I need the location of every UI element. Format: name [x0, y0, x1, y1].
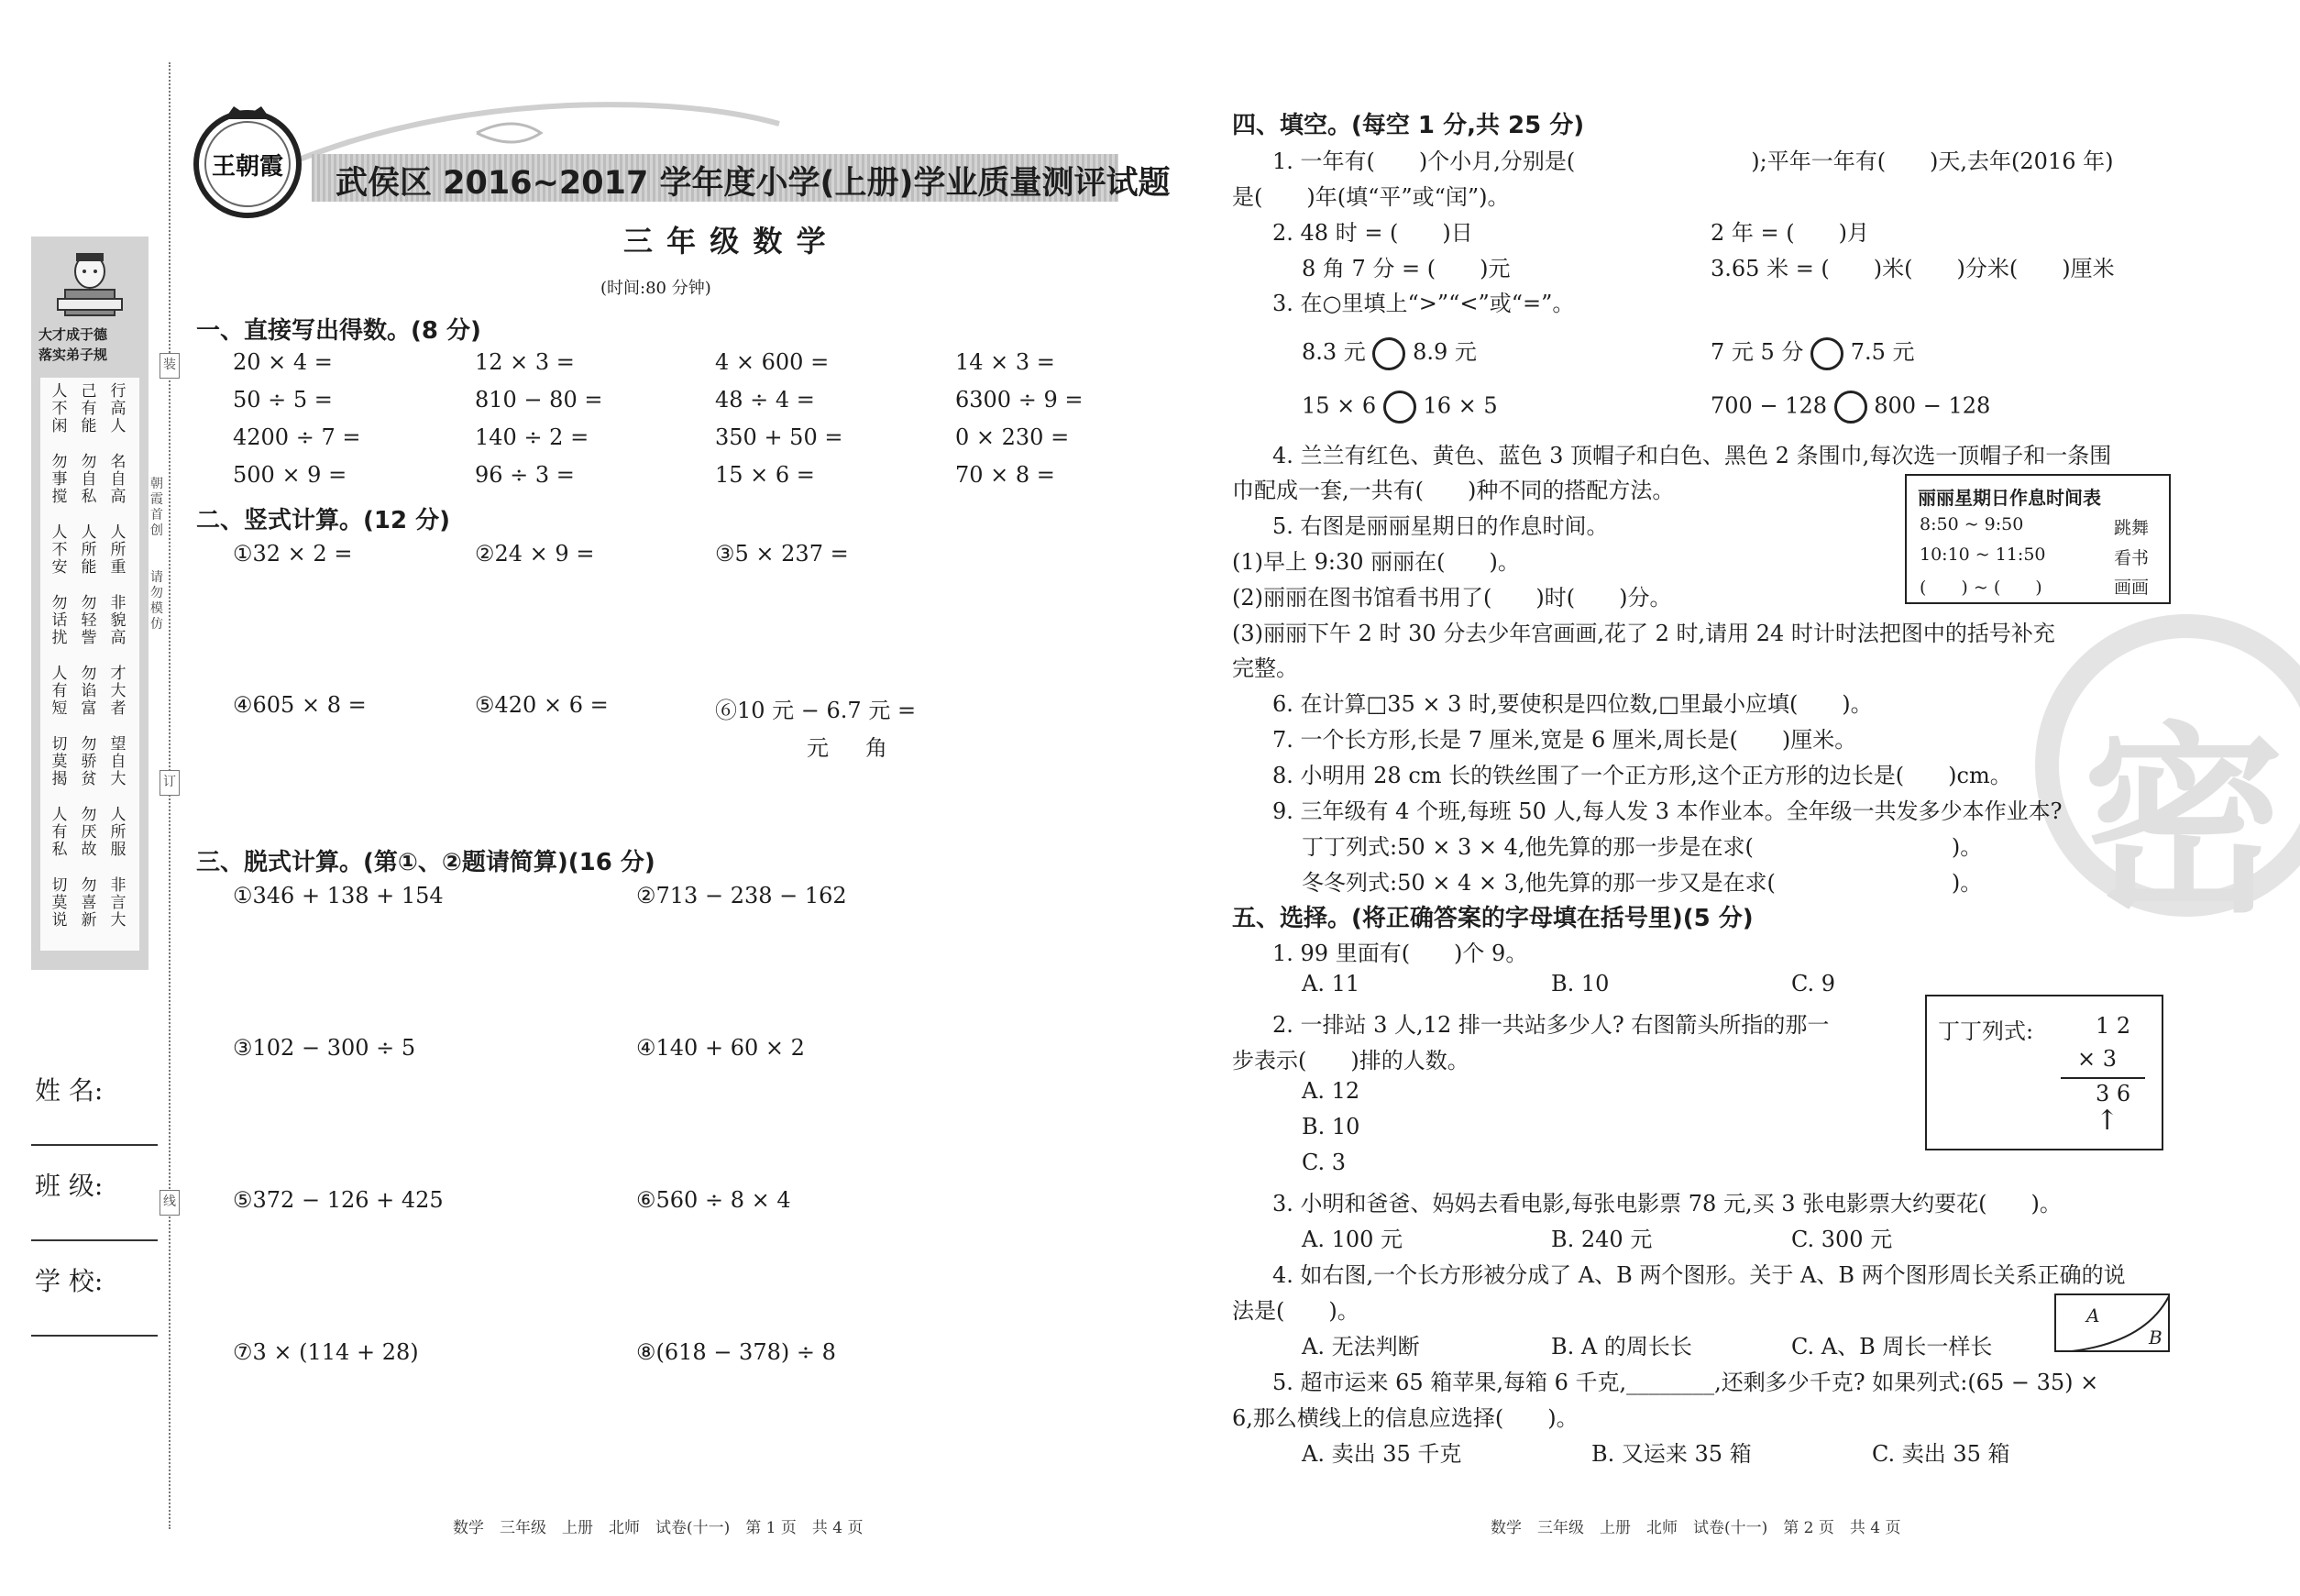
motto-column: 切莫说: [51, 876, 68, 930]
scholar-figure-icon: [49, 246, 131, 324]
motto-column: 勿事搅: [51, 453, 68, 506]
s2-item-2: ②24 × 9 =: [475, 541, 595, 567]
s5-q3-opt-b: B. 240 元: [1551, 1227, 1653, 1252]
footer-page2: 数学 三年级 上册 北师 试卷(十一) 第 2 页 共 4 页: [1491, 1519, 1901, 1537]
s5-q5-line1: 5. 超市运来 65 箱苹果,每箱 6 千克,________,还剩多少千克? 如果列式:(65 − 35) ×: [1272, 1370, 2099, 1395]
compare-1-right: 8.9 元: [1413, 339, 1477, 365]
motto-column: 勿谄富: [81, 665, 97, 718]
compare-2-right: 7.5 元: [1850, 339, 1915, 365]
compare-1-circle[interactable]: [1372, 337, 1405, 370]
section2-title: 二、竖式计算。(12 分): [196, 507, 450, 534]
s1-item: 4 × 600 =: [715, 349, 830, 375]
s5-q4-opt-a: A. 无法判断: [1302, 1334, 1420, 1359]
s4-q5: 5. 右图是丽丽星期日的作息时间。: [1272, 513, 1609, 539]
rectangle-ab-figure: [2053, 1293, 2173, 1355]
s5-q4-line2: 法是( )。: [1232, 1298, 1359, 1324]
s4-q5-3-line1: (3)丽丽下午 2 时 30 分去少年宫画画,花了 2 时,请用 24 时计时法把图中的括号补充: [1232, 621, 2055, 646]
ding-product: 3 6: [2096, 1081, 2131, 1106]
schedule-activity-2: 看书: [2114, 548, 2150, 568]
s4-q9: 9. 三年级有 4 个班,每班 50 人,每人发 3 本作业本。全年级一共发多少本作业本?: [1272, 798, 2063, 824]
s4-q3-compare-4: [1711, 391, 1990, 424]
schedule-time-3: ( ) ~ ( ): [1920, 578, 2042, 598]
section3-title: 三、脱式计算。(第①、②题请简算)(16 分): [196, 849, 655, 876]
s5-q5-opt-b: B. 又运来 35 箱: [1591, 1441, 1752, 1467]
ding-calc-line: [2061, 1077, 2145, 1079]
class-input-line[interactable]: [31, 1239, 158, 1241]
s3-item-1: ①346 + 138 + 154: [233, 883, 444, 908]
binding-dotted-line: [169, 62, 171, 1529]
s1-item: 4200 ÷ 7 =: [233, 424, 361, 450]
school-input-line[interactable]: [31, 1335, 158, 1337]
s3-item-5: ⑤372 − 126 + 425: [233, 1187, 444, 1213]
compare-4-circle[interactable]: [1834, 391, 1867, 424]
motto-column: 人所能: [81, 523, 97, 577]
motto-column: 勿自私: [81, 453, 97, 506]
schedule-time-1: 8:50 ~ 9:50: [1920, 514, 2024, 534]
s4-q3-compare-1: [1302, 334, 1477, 370]
s1-item: 20 × 4 =: [233, 349, 333, 375]
motto-column: 勿话扰: [51, 594, 68, 647]
s4-q8: 8. 小明用 28 cm 长的铁丝围了一个正方形,这个正方形的边长是( )cm。: [1272, 763, 2012, 788]
s3-item-2: ②713 − 238 − 162: [636, 883, 847, 908]
motto-column: 非貌高: [110, 594, 127, 647]
ding-arrow-icon: ↑: [2096, 1105, 2119, 1137]
logo-text: 王朝霞: [211, 153, 284, 181]
schedule-table: [1905, 474, 2171, 604]
motto-column: 人所服: [110, 806, 127, 859]
motto-column: 切莫揭: [51, 735, 68, 788]
s5-q4-opt-b: B. A 的周长长: [1551, 1334, 1692, 1359]
s4-q3: 3. 在○里填上“>”“<”或“=”。: [1272, 291, 1575, 316]
s2-item-4: ④605 × 8 =: [233, 692, 367, 718]
motto-line-2: 落实弟子规: [39, 347, 108, 363]
name-input-line[interactable]: [31, 1144, 158, 1146]
seal-xian: 线: [160, 1190, 180, 1216]
s1-item: 500 × 9 =: [233, 462, 347, 488]
s5-q2-opt-a: A. 12: [1302, 1078, 1360, 1104]
section1-title: 一、直接写出得数。(8 分): [196, 317, 481, 345]
s5-q2-opt-c: C. 3: [1302, 1150, 1347, 1175]
s3-item-4: ④140 + 60 × 2: [636, 1035, 805, 1061]
s1-item: 140 ÷ 2 =: [475, 424, 589, 450]
motto-column: 行高人: [110, 382, 127, 435]
s4-q5-3-line2: 完整。: [1232, 655, 1298, 681]
subject-title: 三 年 级 数 学: [623, 224, 828, 259]
s1-item: 12 × 3 =: [475, 349, 575, 375]
s5-q5-line2: 6,那么横线上的信息应选择( )。: [1232, 1405, 1579, 1431]
s2-item-3: ③5 × 237 =: [715, 541, 849, 567]
s1-item: 810 − 80 =: [475, 387, 603, 413]
s1-item: 48 ÷ 4 =: [715, 387, 815, 413]
s5-q2-opt-b: B. 10: [1302, 1114, 1360, 1139]
s2-item-6: ⑥10 元 − 6.7 元 =: [715, 698, 917, 723]
s4-q2-b: 2 年 = ( )月: [1711, 220, 1869, 246]
s4-q1-line2: 是( )年(填“平”或“闰”)。: [1232, 184, 1510, 210]
s4-q7: 7. 一个长方形,长是 7 厘米,宽是 6 厘米,周长是( )厘米。: [1272, 727, 1857, 753]
motto-line-1: 大才成于德: [39, 326, 108, 343]
ding-multiplicand: 1 2: [2096, 1013, 2131, 1039]
schedule-activity-1: 跳舞: [2114, 518, 2150, 538]
s4-q4-line2: 巾配成一套,一共有( )种不同的搭配方法。: [1232, 478, 1675, 503]
motto-panel: [40, 378, 139, 951]
motto-column: 名自高: [110, 453, 127, 506]
vertical-note-original: 朝霞首创: [150, 477, 163, 538]
motto-column: 人不闲: [51, 382, 68, 435]
compare-1-left: 8.3 元: [1302, 339, 1366, 365]
s1-item: 50 ÷ 5 =: [233, 387, 333, 413]
section4-title: 四、填空。(每空 1 分,共 25 分): [1232, 112, 1585, 139]
class-label: 班 级:: [35, 1171, 104, 1201]
s2-item-1: ①32 × 2 =: [233, 541, 353, 567]
seal-ding: 订: [160, 770, 180, 796]
motto-column: 人不安: [51, 523, 68, 577]
motto-column: 勿轻訾: [81, 594, 97, 647]
s4-q5-2: (2)丽丽在图书馆看书用了( )时( )分。: [1232, 585, 1672, 611]
schedule-time-2: 10:10 ~ 11:50: [1920, 545, 2046, 565]
name-label: 姓 名:: [35, 1075, 104, 1106]
ding-vertical-calc-box: [1925, 995, 2163, 1150]
ding-multiplier: × 3: [2077, 1046, 2118, 1072]
motto-column: 非言大: [110, 876, 127, 930]
s5-q2-line2: 步表示( )排的人数。: [1232, 1048, 1469, 1073]
s5-q3: 3. 小明和爸爸、妈妈去看电影,每张电影票 78 元,买 3 张电影票大约要花( )。: [1272, 1191, 2062, 1216]
s5-q3-opt-a: A. 100 元: [1302, 1227, 1403, 1252]
s4-q3-compare-2: [1711, 334, 1915, 370]
motto-column: 勿骄贫: [81, 735, 97, 788]
motto-column: 望自大: [110, 735, 127, 788]
s1-item: 0 × 230 =: [955, 424, 1070, 450]
s3-item-3: ③102 − 300 ÷ 5: [233, 1035, 416, 1061]
compare-2-left: 7 元 5 分: [1711, 339, 1804, 365]
exam-title: 武侯区 2016~2017 学年度小学(上册)学业质量测评试题: [336, 165, 1171, 202]
seal-zhuang: 装: [160, 353, 180, 379]
vertical-note-no-copy: 请勿模仿: [150, 570, 163, 632]
exam-time: (时间:80 分钟): [600, 279, 711, 298]
s4-q5-1: (1)早上 9:30 丽丽在( )。: [1232, 549, 1520, 575]
motto-column: 己有能: [81, 382, 97, 435]
s5-q2-line1: 2. 一排站 3 人,12 排一共站多少人? 右图箭头所指的那一: [1272, 1012, 1830, 1038]
s4-q9-dong: 冬冬列式:50 × 4 × 3,他先算的那一步又是在求( )。: [1302, 870, 1983, 896]
s3-item-8: ⑧(618 − 378) ÷ 8: [636, 1339, 836, 1365]
s3-item-6: ⑥560 ÷ 8 × 4: [636, 1187, 791, 1213]
s4-q2-d: 3.65 米 = ( )米( )分米( )厘米: [1711, 256, 2115, 281]
s1-item: 14 × 3 =: [955, 349, 1055, 375]
s4-q9-ding: 丁丁列式:50 × 3 × 4,他先算的那一步是在求( )。: [1302, 834, 1983, 860]
s1-item: 70 × 8 =: [955, 462, 1055, 488]
figure-label-b: B: [2149, 1326, 2162, 1348]
confidential-watermark: 密: [2083, 705, 2285, 940]
s5-q1-opt-a: A. 11: [1302, 971, 1360, 996]
motto-column: 勿喜新: [81, 876, 97, 930]
school-label: 学 校:: [35, 1266, 104, 1296]
s5-q4-line1: 4. 如右图,一个长方形被分成了 A、B 两个图形。关于 A、B 两个图形周长关系正确的说: [1272, 1262, 2126, 1288]
publisher-logo: [188, 103, 307, 222]
s3-item-7: ⑦3 × (114 + 28): [233, 1339, 419, 1365]
s4-q3-compare-3: [1302, 391, 1498, 424]
s4-q2-c: 8 角 7 分 = ( )元: [1302, 256, 1511, 281]
s5-q4-opt-c: C. A、B 周长一样长: [1791, 1334, 1993, 1359]
s5-q1-opt-b: B. 10: [1551, 971, 1610, 996]
compare-4-right: 800 − 128: [1874, 392, 1991, 419]
ding-label: 丁丁列式:: [1938, 1018, 2034, 1044]
motto-column: 人有短: [51, 665, 68, 718]
motto-column: 勿厌故: [81, 806, 97, 859]
s1-item: 350 + 50 =: [715, 424, 843, 450]
s2-item-5: ⑤420 × 6 =: [475, 692, 609, 718]
s4-q2-a: 2. 48 时 = ( )日: [1272, 220, 1473, 246]
s5-q3-opt-c: C. 300 元: [1791, 1227, 1893, 1252]
s4-q1-line1: 1. 一年有( )个小月,分别是( );平年一年有( )天,去年(2016 年): [1272, 149, 2114, 174]
s2-unit-yuan: 元: [807, 735, 829, 761]
compare-4-left: 700 − 128: [1711, 392, 1827, 419]
footer-page1: 数学 三年级 上册 北师 试卷(十一) 第 1 页 共 4 页: [453, 1519, 864, 1537]
s5-q5-opt-c: C. 卖出 35 箱: [1872, 1441, 2010, 1467]
s4-q4-line1: 4. 兰兰有红色、黄色、蓝色 3 顶帽子和白色、黑色 2 条围巾,每次选一顶帽子和一条围: [1272, 443, 2112, 468]
s5-q1: 1. 99 里面有( )个 9。: [1272, 941, 1528, 966]
s5-q1-opt-c: C. 9: [1791, 971, 1836, 996]
s4-q6: 6. 在计算□35 × 3 时,要使积是四位数,□里最小应填( )。: [1272, 691, 1873, 717]
schedule-activity-3: 画画: [2114, 578, 2150, 598]
compare-3-circle[interactable]: [1383, 391, 1416, 424]
s5-q5-opt-a: A. 卖出 35 千克: [1302, 1441, 1462, 1467]
schedule-title: 丽丽星期日作息时间表: [1918, 487, 2101, 509]
s2-unit-jiao: 角: [865, 735, 887, 761]
compare-3-right: 16 × 5: [1423, 392, 1498, 419]
compare-3-left: 15 × 6: [1302, 392, 1377, 419]
s1-item: 6300 ÷ 9 =: [955, 387, 1084, 413]
section5-title: 五、选择。(将正确答案的字母填在括号里)(5 分): [1232, 905, 1754, 932]
motto-column: 人有私: [51, 806, 68, 859]
motto-column: 才大者: [110, 665, 127, 718]
figure-label-a: A: [2086, 1304, 2100, 1326]
compare-2-circle[interactable]: [1810, 337, 1843, 370]
motto-column: 人所重: [110, 523, 127, 577]
s1-item: 96 ÷ 3 =: [475, 462, 575, 488]
s1-item: 15 × 6 =: [715, 462, 815, 488]
